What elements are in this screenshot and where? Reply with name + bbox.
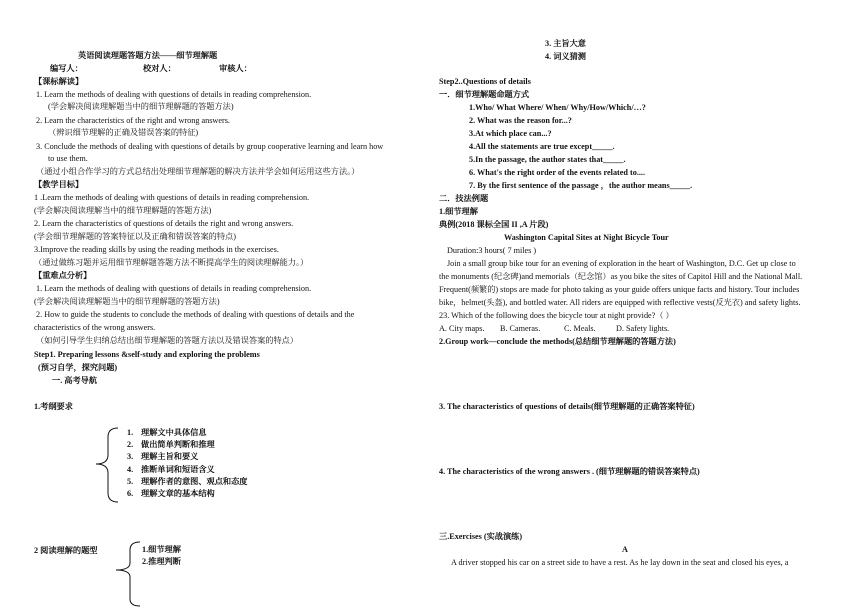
- reviewer-label: 审核人：: [219, 64, 252, 73]
- list-item: 4. 词义猜测: [545, 52, 586, 61]
- list-item: 1. 理解文中具体信息: [127, 428, 207, 437]
- text-line: (学会解决阅读理解题当中的细节理解题的答题方法): [34, 297, 220, 306]
- step1-heading: Step1. Preparing lessons &self-study and exploring the problems: [34, 350, 260, 359]
- list-item: 3. 主旨大意: [545, 39, 586, 48]
- section-heading-goals: 【教学目标】: [34, 180, 84, 189]
- passage-line: Join a small group bike tour for an evening of exploration in the heart of Washington, D.C. Get up close to: [447, 259, 796, 268]
- text-line: （通过做练习题并运用细节理解题答题方法不断提高学生的阅读理解能力。）: [34, 258, 309, 267]
- list-item: 6. 理解文章的基本结构: [127, 489, 215, 499]
- exercises-heading: 三.Exercises (实战演练): [439, 532, 523, 541]
- question-form-item: 2. What was the reason for...?: [469, 116, 572, 125]
- question-form-item: 5.In the passage, the author states that_____.: [469, 155, 626, 164]
- list-item: 1.细节理解: [142, 545, 181, 554]
- passage-duration: Duration:3 hours( 7 miles ): [447, 246, 537, 255]
- text-line: 1. Learn the methods of dealing with questions of details in reading comprehension.: [36, 284, 312, 293]
- exam-guide-heading: 一. 高考导航: [52, 376, 98, 385]
- question-form-item: 3.At which place can...?: [469, 129, 552, 138]
- text-line: 3.Improve the reading skills by using the reading methods in the exercises.: [34, 245, 279, 254]
- wrong-answers-heading: 4. The characteristics of the wrong answers . (细节理解题的错误答案特点): [439, 467, 700, 476]
- editor-label: 编写人：: [50, 64, 83, 73]
- brace-types: [112, 541, 142, 607]
- group-work-heading: 2.Group work—conclude the methods(总结细节理解题的答题方法): [439, 337, 676, 346]
- question-form-item: 4.All the statements are true except_____.: [469, 142, 615, 151]
- text-line: characteristics of the wrong answers.: [34, 323, 156, 332]
- passage-title: Washington Capital Sites at Night Bicycle Tour: [504, 233, 669, 242]
- list-item: 5. 理解作者的意图、观点和态度: [127, 476, 248, 486]
- checker-label: 校对人：: [143, 64, 176, 73]
- passage-line: Frequent(频繁的) stops are made for photo taking as your guide offers unique facts and history. Tour includes: [439, 285, 800, 294]
- list-item: 4. 推断单词和短语含义: [127, 464, 215, 474]
- option-b: B. Cameras.: [500, 324, 541, 333]
- list-item: 3. 理解主旨和要义: [127, 452, 199, 462]
- types-list: [142, 544, 181, 568]
- passage-line: bike，helmet(头盔), and bottled water. All riders are equipped with reflective vests(反光衣) and safety lights.: [439, 298, 801, 307]
- text-line: 3. Conclude the methods of dealing with questions of details by group cooperative learning and learn how: [36, 142, 384, 151]
- text-line: 2. Learn the characteristics of the right and wrong answers.: [36, 116, 230, 125]
- outline-heading: 1.考纲要求: [34, 402, 73, 411]
- text-line: 1. Learn the methods of dealing with questions of details in reading comprehension.: [36, 90, 312, 99]
- option-d: D. Safety lights.: [616, 324, 670, 333]
- text-line: to use them.: [48, 154, 88, 163]
- question-form-item: 7. By the first sentence of the passage ，the author means_____.: [469, 181, 693, 190]
- exercise-text: A driver stopped his car on a street side to have a rest. As he lay down in the seat and closed his eyes, a: [451, 558, 789, 567]
- text-line: (学会细节理解题的答案特征以及正确和错误答案的特点): [34, 232, 236, 241]
- text-line: （辨识细节理解的正确及错误答案的特征): [48, 128, 199, 137]
- question-types-heading: 2 阅读理解的题型: [34, 546, 98, 555]
- doc-title: 英语阅读理题答题方法——细节理解题: [78, 51, 218, 60]
- text-line: 2. How to guide the students to conclude the methods of dealing with questions of details and the: [36, 310, 355, 319]
- exercise-label: A: [622, 545, 628, 554]
- text-line: (学会解决阅读理解当中的细节理解题的答题方法): [34, 206, 212, 215]
- passage-line: the monuments (纪念碑)and memorials（纪念馆）as you bike the sites of Capitol Hill and the National Mall.: [439, 272, 803, 281]
- text-line: 1 .Learn the methods of dealing with questions of details in reading comprehension.: [34, 193, 310, 202]
- option-c: C. Meals.: [564, 324, 596, 333]
- question-form-item: 1.Who/ What Where/ When/ Why/How/Which/…?: [469, 103, 646, 112]
- question-23: 23. Which of the following does the bicycle tour at night provide?（ ）: [439, 311, 674, 320]
- outline-list: [127, 427, 247, 500]
- right-answers-heading: 3. The characteristics of questions of details(细节理解题的正确答案特征): [439, 402, 695, 411]
- list-item: 2. 做出简单判断和推理: [127, 440, 215, 450]
- option-a: A. City maps.: [439, 324, 485, 333]
- question-form-item: 6. What's the right order of the events related to....: [469, 168, 646, 177]
- text-line: （如何引导学生归纳总结出细节理解题的答题方法以及错误答案的特点）: [36, 336, 299, 345]
- text-line: 2. Learn the characteristics of questions of details the right and wrong answers.: [34, 219, 294, 228]
- question-forms-heading: 一．细节理解题命题方式: [439, 90, 530, 99]
- list-item: 2.推理判断: [142, 557, 181, 567]
- step2-heading: Step2..Questions of details: [439, 77, 531, 86]
- text-line: (学会解决阅读理解题当中的细节理解题的答题方法): [48, 102, 234, 111]
- detail-subheading: 1.细节理解: [439, 207, 478, 216]
- text-line: （通过小组合作学习的方式总结出处理细节理解题的解决方法并学会如何运用这些方法。）: [36, 167, 360, 176]
- example-source: 典例(2018 课标全国 II ,A 片段): [439, 220, 549, 229]
- brace-outline: [94, 427, 120, 503]
- techniques-heading: 二．技法例题: [439, 194, 489, 203]
- step1-subtitle: (预习自学，探究问题): [38, 363, 118, 372]
- section-heading-focus: 【重难点分析】: [34, 271, 92, 280]
- section-heading-standard: 【课标解读】: [34, 77, 84, 86]
